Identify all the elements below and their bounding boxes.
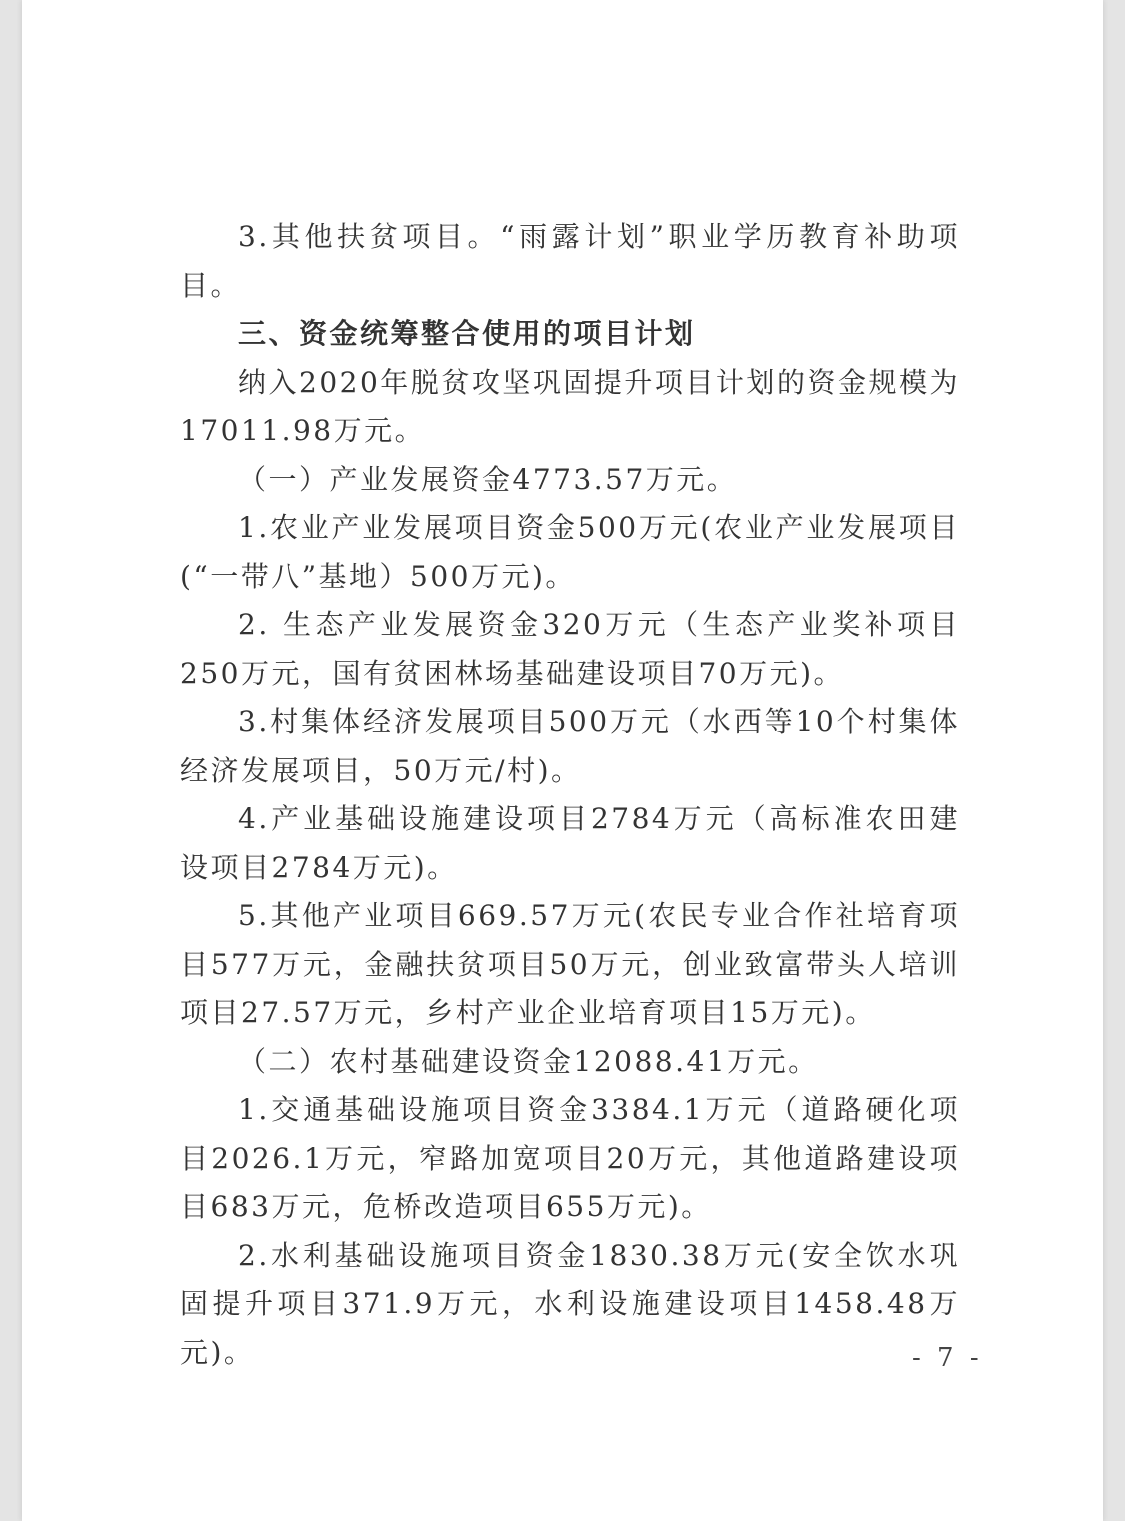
paragraph-village-economy: 3.村集体经济发展项目500万元（水西等10个村集体经济发展项目，50万元/村)。 [180, 705, 960, 787]
subheading-rural-construction: （二）农村基础建设资金12088.41万元。 [238, 1044, 819, 1078]
page-number: - 7 - [912, 1343, 983, 1373]
paragraph-ecology: 2. 生态产业发展资金320万元（生态产业奖补项目250万元，国有贫困林场基础建设项目70万元)。 [180, 608, 960, 690]
document-page [22, 0, 1103, 1521]
paragraph-agriculture: 1.农业产业发展项目资金500万元(农业产业发展项目(“一带八”基地）500万元)。 [180, 511, 960, 593]
subheading-industry-fund: （一）产业发展资金4773.57万元。 [238, 462, 738, 496]
paragraph-fund-scale: 纳入2020年脱贫攻坚巩固提升项目计划的资金规模为17011.98万元。 [180, 365, 960, 447]
paragraph-other-projects: 3.其他扶贫项目。“雨露计划”职业学历教育补助项目。 [180, 220, 960, 302]
paragraph-transport: 1.交通基础设施项目资金3384.1万元（道路硬化项目2026.1万元，窄路加宽项目20万元，其他道路建设项目683万元，危桥改造项目655万元)。 [180, 1093, 960, 1223]
paragraph-infrastructure: 4.产业基础设施建设项目2784万元（高标准农田建设项目2784万元)。 [180, 802, 960, 884]
section-heading: 三、资金统筹整合使用的项目计划 [238, 317, 696, 350]
paragraph-water: 2.水利基础设施项目资金1830.38万元(安全饮水巩固提升项目371.9万元，水利设施建设项目1458.48万元)。 [180, 1238, 960, 1369]
paragraph-other-industry: 5.其他产业项目669.57万元(农民专业合作社培育项目577万元，金融扶贫项目50万元，创业致富带头人培训项目27.57万元，乡村产业企业培育项目15万元)。 [180, 899, 960, 1029]
document-body [180, 213, 960, 1377]
